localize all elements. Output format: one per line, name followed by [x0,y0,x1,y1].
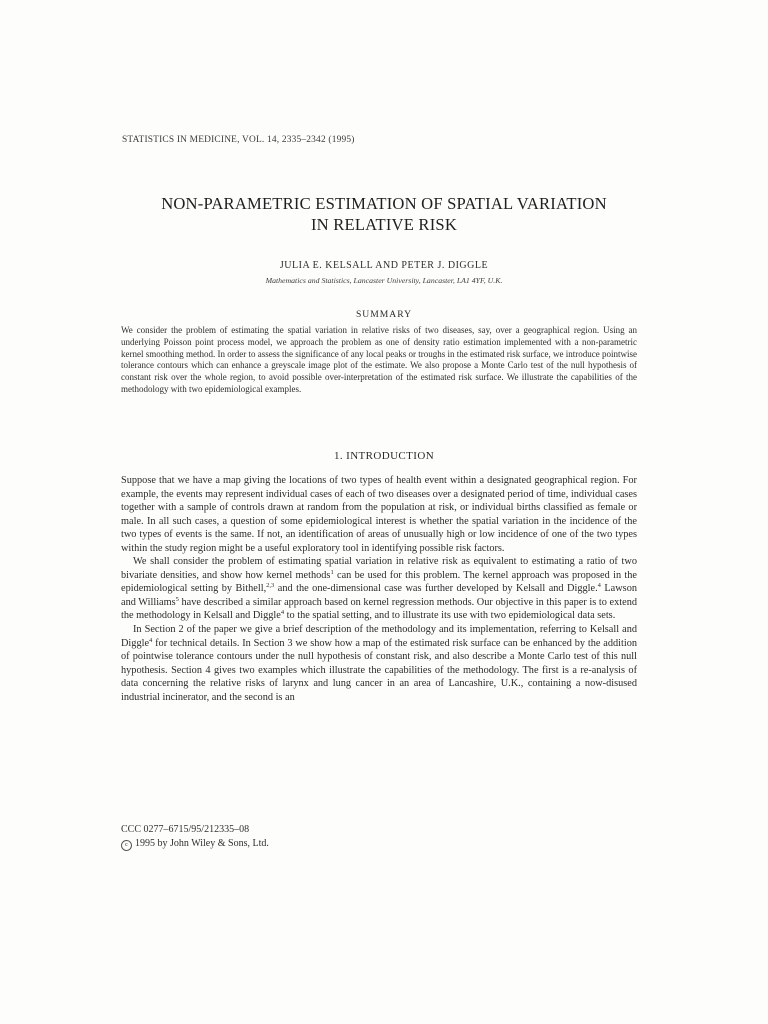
citation: 4 [280,609,285,617]
title-line-2: IN RELATIVE RISK [310,215,458,234]
citation: 4 [597,582,601,590]
article-title [110,193,658,235]
copyright-icon: c [121,840,132,851]
ccc-code: CCC 0277–6715/95/212335–08 [121,824,250,835]
summary-heading: SUMMARY [355,309,413,320]
citation: 2,3 [266,582,275,590]
title-line-1: NON-PARAMETRIC ESTIMATION OF SPATIAL VARIATION [161,194,607,213]
intro-paragraph-3: In Section 2 of the paper we give a brief description of the methodology and its implementation, referring to Kelsall and Diggle$^4$ for technical details. In Section 3 we show how a map of the estimated risk surface can be enhanced by the addition of pointwise tolerance contours under the null hypothesis of constant risk, and also describe a Monte Carlo test of this null hypothesis. Section 4 gives two examples which illustrate the capabilities of the methodology. The first is a re-analysis of data concerning the relative risks of larynx and lung cancer in an area of Lancashire, U.K., containing a now-disused industrial incinerator, and the second is an [121,624,637,703]
citation: 1 [330,568,334,576]
citation: 5 [175,595,179,603]
affiliation: Mathematics and Statistics, Lancaster University, Lancaster, LA1 4YF, U.K. [265,276,503,285]
introduction-body [121,474,637,704]
copyright-line: c 1995 by John Wiley & Sons, Ltd. [121,837,269,851]
citation: 4 [149,636,153,644]
intro-paragraph-1: Suppose that we have a map giving the locations of two types of health event within a designated geographical region. For example, the events may represent individual cases of each of two diseases over a designated period of time, individual cases together with a sample of controls drawn at random from the population at risk, or individual births classified as female or male. In all such cases, a question of some epidemiological interest is whether the spatial variation in the incidence of the two types of events is the same. If not, an identification of areas of unusually high or low incidence of one of the two types within the study region might be a useful exploratory tool in identifying possible risk factors. [121,475,637,554]
footer [121,823,269,851]
journal-header: STATISTICS IN MEDICINE, VOL. 14, 2335–2342 (1995) [122,135,355,145]
authors: JULIA E. KELSALL AND PETER J. DIGGLE [279,260,489,271]
summary-text: We consider the problem of estimating the spatial variation in relative risks of two diseases, say, over a geographical region. Using an underlying Poisson point process model, we approach the problem as one of density ratio estimation implemented with a non-parametric kernel smoothing method. In order to assess the significance of any local peaks or troughs in the estimated risk surface, we introduce pointwise tolerance contours which can enhance a greyscale image plot of the estimate. We also propose a Monte Carlo test of the null hypothesis of constant risk over the whole region, to avoid possible over-interpretation of the estimated risk surface. We illustrate the capabilities of the methodology with two epidemiological examples. [121,325,637,394]
introduction-heading: 1. INTRODUCTION [333,450,435,462]
intro-paragraph-2: We shall consider the problem of estimating spatial variation in relative risk as equivalent to estimating a ratio of two bivariate densities, and show how kernel methods$^1$ can be used for this problem. The kernel approach was proposed in the epidemiological setting by Bithell,$^{2,3}$ and the one-dimensional case was further developed by Kelsall and Diggle.$^4$ Lawson and Williams$^5$ have described a similar approach based on kernel regression methods. Our objective in this paper is to extend the methodology in Kelsall and Diggle$^4$ to the spatial setting, and to illustrate its use with two epidemiological data sets. [121,556,638,622]
